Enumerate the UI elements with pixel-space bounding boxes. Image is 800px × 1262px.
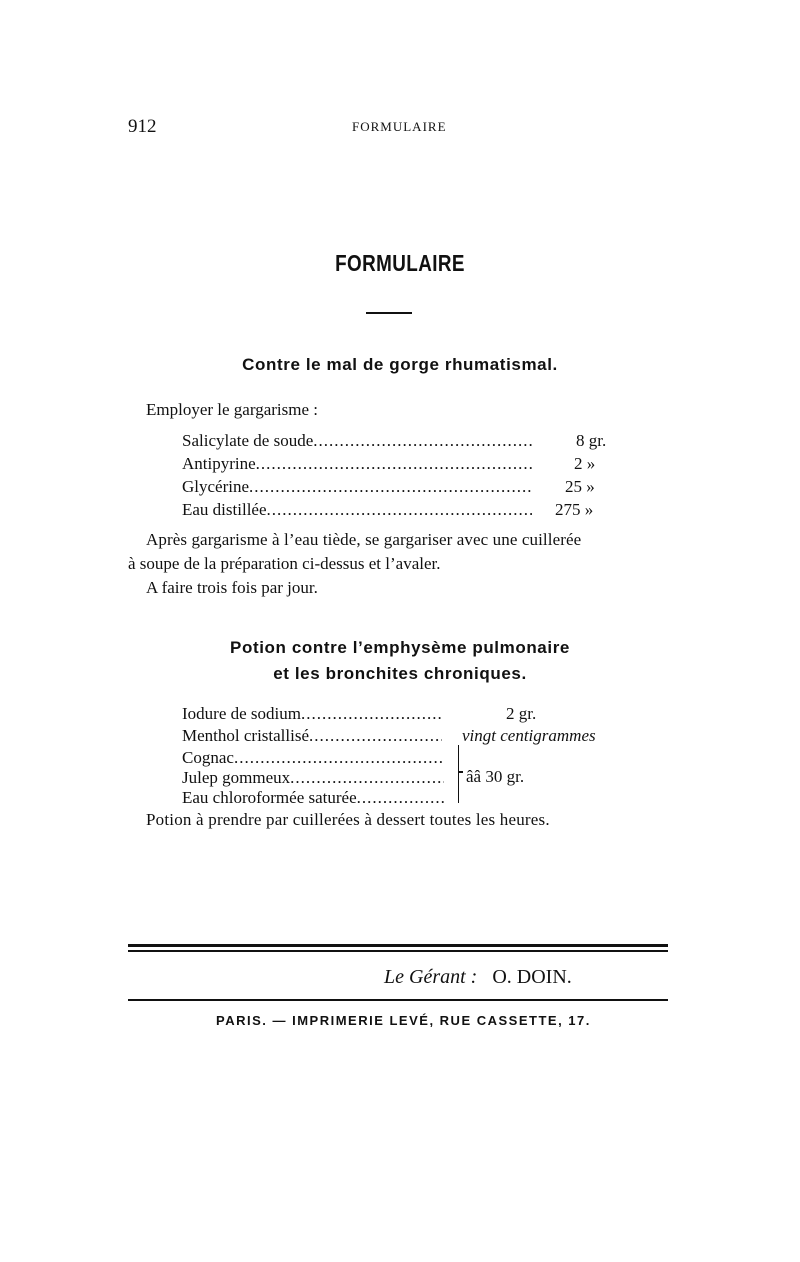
ingredient-name: Iodure de sodium — [182, 704, 301, 723]
imprint-rule — [128, 999, 668, 1001]
ingredient-name: Eau chloroformée saturée — [182, 788, 357, 807]
ingredient-name: Cognac — [182, 748, 234, 767]
footer-rule-top — [128, 944, 668, 947]
ingredient-name: Julep gommeux — [182, 768, 291, 787]
recipe1-intro: Employer le gargarisme : — [146, 400, 318, 419]
leader-dots — [256, 454, 532, 474]
section-title: FORMULAIRE — [335, 250, 465, 276]
leader-dots — [234, 748, 444, 768]
ingredient-qty: 8 gr. — [576, 431, 607, 450]
ingredient-row — [182, 748, 444, 768]
leader-dots — [267, 500, 532, 520]
printer-imprint: PARIS. — IMPRIMERIE LEVÉ, RUE CASSETTE, 17. — [216, 1013, 591, 1028]
leader-dots — [290, 768, 444, 788]
ingredient-qty: 2 » — [574, 454, 596, 473]
recipe1-instructions-line2: à soupe de la préparation ci-dessus et l’avaler. — [128, 554, 441, 573]
ingredient-name: Salicylate de soude — [182, 431, 314, 450]
leader-dots — [309, 726, 442, 746]
recipe1-title: Contre le mal de gorge rhumatismal. — [242, 355, 558, 374]
ingredient-qty: vingt centigrammes — [462, 726, 596, 745]
ingredient-row — [182, 454, 532, 474]
leader-dots — [301, 704, 442, 724]
recipe2-title-line1: Potion contre l’emphysème pulmonaire — [230, 638, 570, 657]
manager-label: Le Gérant : — [384, 966, 478, 988]
ingredient-row — [182, 431, 532, 451]
ingredient-name: Antipyrine — [182, 454, 256, 473]
footer-rule-bottom — [128, 950, 668, 952]
manager-signature — [384, 966, 572, 989]
ingredient-row — [182, 768, 444, 788]
page-number: 912 — [128, 116, 157, 137]
leader-dots — [249, 477, 532, 497]
manager-name: O. DOIN. — [492, 966, 572, 988]
ingredient-name: Menthol cristallisé — [182, 726, 310, 745]
recipe1-instructions-line1: Après gargarisme à l’eau tiède, se gargariser avec une cuillerée — [146, 530, 582, 549]
ingredient-qty: 25 » — [565, 477, 595, 496]
recipe1-frequency: A faire trois fois par jour. — [146, 578, 318, 597]
ingredient-row — [182, 704, 442, 724]
ingredient-row — [182, 726, 442, 746]
grouping-brace — [450, 745, 459, 803]
ingredient-row — [182, 788, 444, 808]
title-divider — [366, 312, 412, 314]
ingredient-row — [182, 477, 532, 497]
leader-dots — [313, 431, 532, 451]
grouped-qty: ââ 30 gr. — [466, 767, 525, 786]
recipe2-instructions: Potion à prendre par cuillerées à dessert toutes les heures. — [146, 810, 550, 829]
leader-dots — [357, 788, 444, 808]
recipe2-title-line2: et les bronchites chroniques. — [273, 664, 527, 683]
ingredient-row — [182, 500, 532, 520]
ingredient-name: Glycérine — [182, 477, 250, 496]
ingredient-name: Eau distillée — [182, 500, 267, 519]
ingredient-qty: 275 » — [555, 500, 594, 519]
ingredient-qty: 2 gr. — [506, 704, 537, 723]
running-title: FORMULAIRE — [352, 119, 447, 134]
